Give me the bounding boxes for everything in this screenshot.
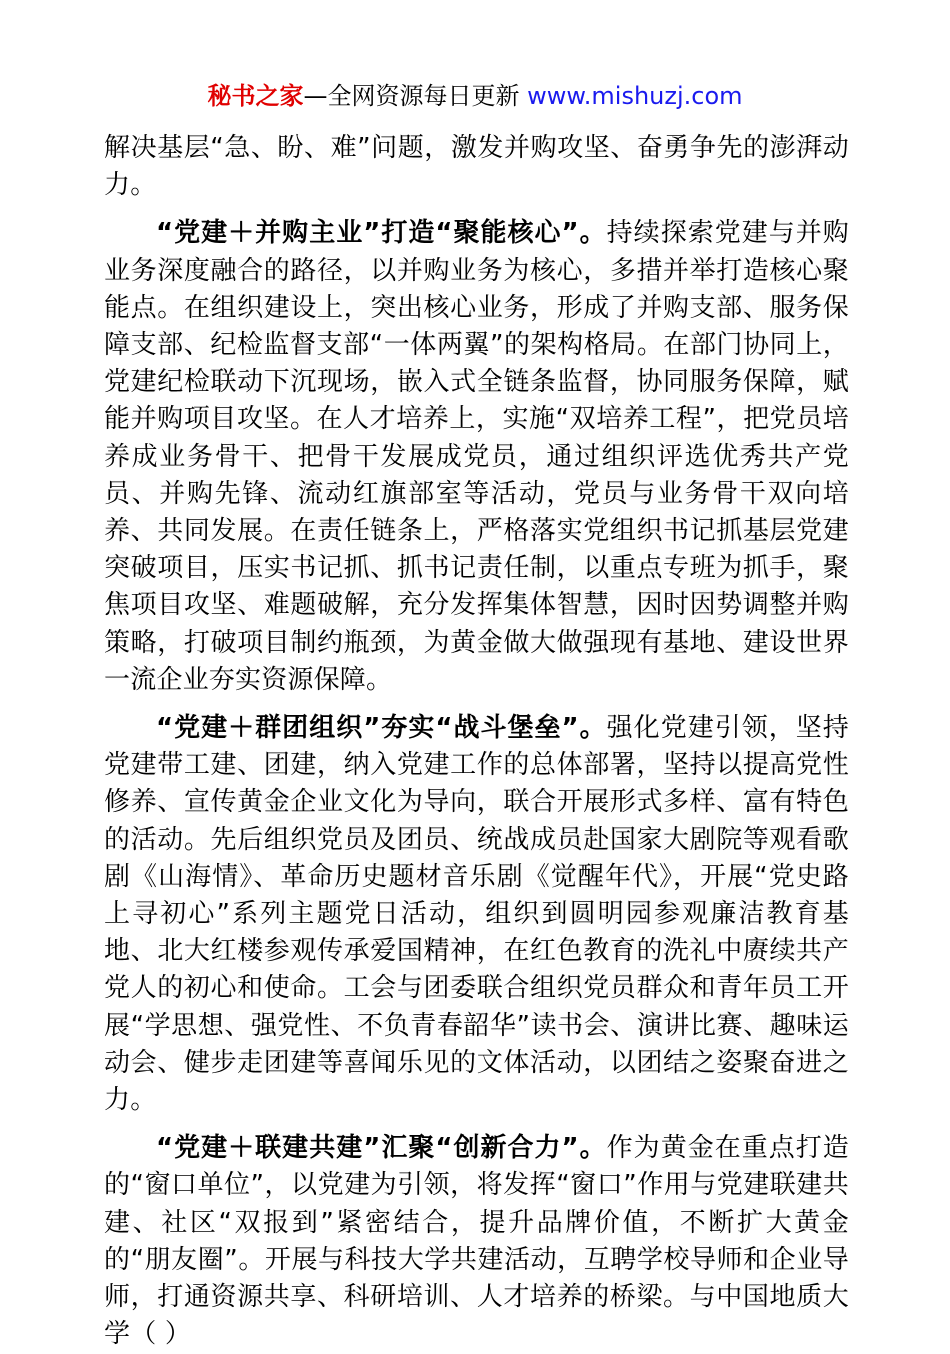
paragraph-heading: “党建＋并购主业”打造“聚能核心”。 — [156, 218, 607, 249]
paragraph-merger-business — [104, 215, 849, 699]
paragraph-continuation — [104, 130, 849, 204]
paragraph-mass-organizations — [104, 710, 849, 1119]
paragraph-text: 作为黄金在重点打造的“窗口单位”，以党建为引领，将发挥“窗口”作用与党建联建共建、社区“双报到”紧密结合，提升品牌价值，不断扩大黄金的“朋友圈”。开展与科技大学共建活动，互聘学校导师和企业导师，打通资源共享、科研培训、人才培养的桥梁。与中国地质大学（ ） — [104, 1133, 849, 1350]
header-tagline: —全网资源每日更新 — [303, 82, 528, 110]
website-url[interactable]: www.mishuzj.com — [527, 82, 743, 110]
paragraph-text: 持续探索党建与并购业务深度融合的路径，以并购业务为核心，多措并举打造核心聚能点。在组织建设上，突出核心业务，形成了并购支部、服务保障支部、纪检监督支部“一体两翼”的架构格局。在部门协同上，党建纪检联动下沉现场，嵌入式全链条监督，协同服务保障，赋能并购项目攻坚。在人才培养上，实施“双培养工程”，把党员培养成业务骨干、把骨干发展成党员，通过组织评选优秀共产党员、并购先锋、流动红旗部室等活动，党员与业务骨干双向培养、共同发展。在责任链条上，严格落实党组织书记抓基层党建突破项目，压实书记抓、抓书记责任制，以重点专班为抓手，聚焦项目攻坚、难题破解，充分发挥集体智慧，因时因势调整并购策略，打破项目制约瓶颈，为黄金做大做强现有基地、建设世界一流企业夯实资源保障。 — [104, 218, 849, 695]
document-body — [104, 130, 849, 1354]
paragraph-text: 解决基层“急、盼、难”问题，激发并购攻坚、奋勇争先的澎湃动力。 — [104, 133, 849, 201]
paragraph-text: 强化党建引领，坚持党建带工建、团建，纳入党建工作的总体部署，坚持以提高党性修养、宣传黄金企业文化为导向，联合开展形式多样、富有特色的活动。先后组织党员及团员、统战成员赴国家大剧院等观看歌剧《山海情》、革命历史题材音乐剧《觉醒年代》，开展“党史路上寻初心”系列主题党日活动，组织到圆明园参观廉洁教育基地、北大红楼参观传承爱国精神，在红色教育的洗礼中赓续共产党人的初心和使命。工会与团委联合组织党员群众和青年员工开展“学思想、强党性、不负青春韶华”读书会、演讲比赛、趣味运动会、健步走团建等喜闻乐见的文体活动，以团结之姿聚奋进之力。 — [104, 713, 849, 1116]
paragraph-joint-construction — [104, 1130, 849, 1353]
brand-name: 秘书之家 — [207, 82, 304, 110]
paragraph-heading: “党建＋联建共建”汇聚“创新合力”。 — [156, 1133, 607, 1164]
paragraph-heading: “党建＋群团组织”夯实“战斗堡垒”。 — [156, 713, 607, 744]
page-header — [0, 80, 950, 112]
